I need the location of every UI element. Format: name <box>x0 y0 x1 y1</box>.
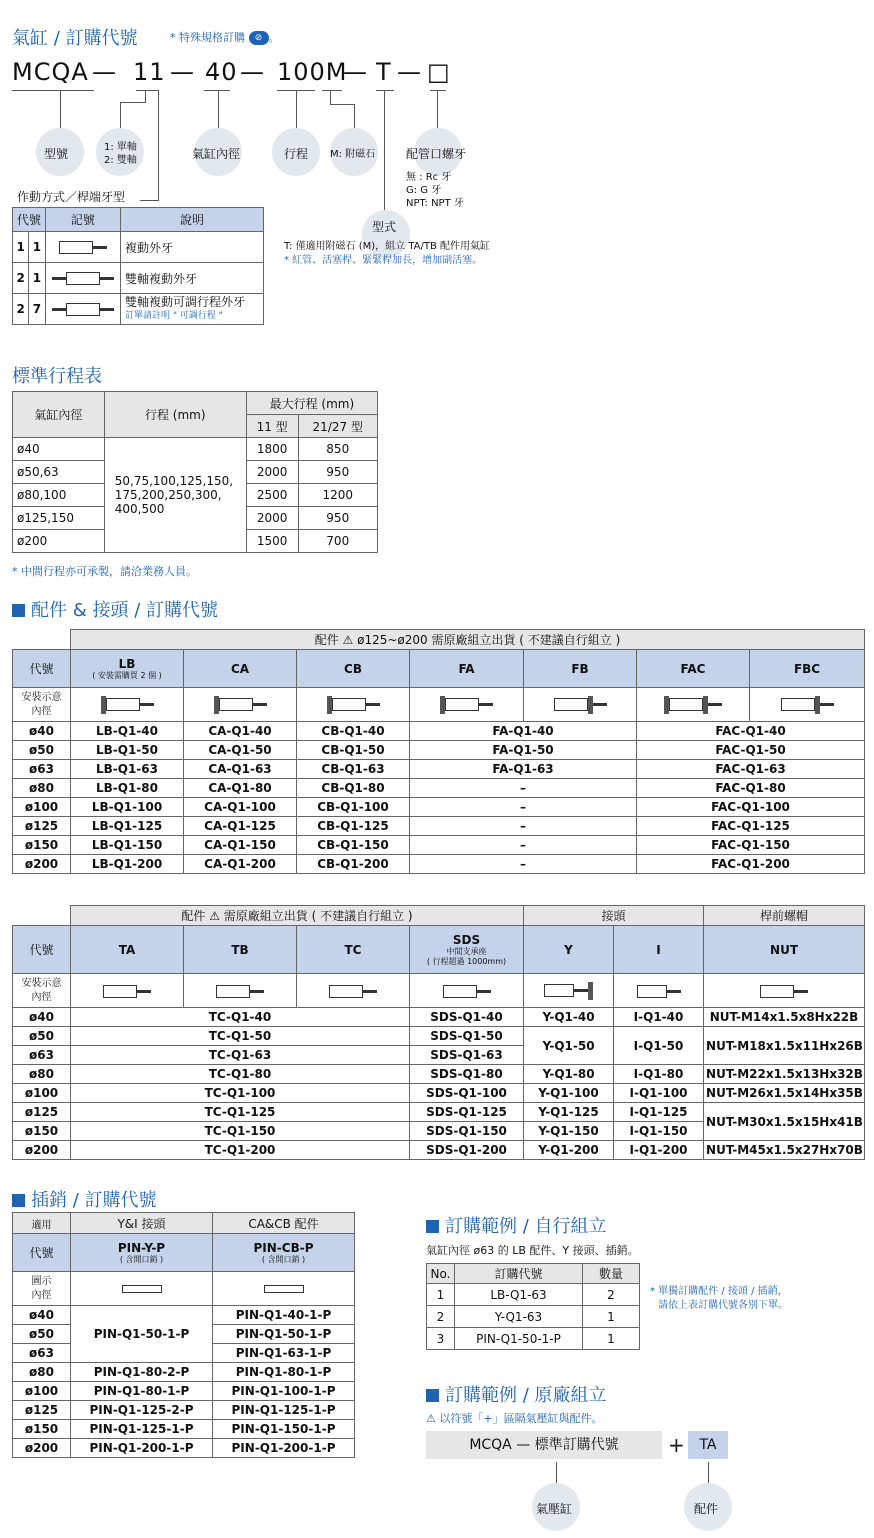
label-model: 型號 <box>44 147 69 161</box>
label-type-t: T: 僅適用附磁石 (M)，組立 TA/TB 配件用氣缸 <box>284 241 491 252</box>
label-axis1: 1: 單軸 <box>104 142 137 153</box>
code-port: □ <box>427 58 451 86</box>
label-cylinder: 氣壓缸 <box>536 1502 573 1516</box>
example1-table: No. 訂購代號 數量 1 LB-Q1-63 2 2 Y-Q1-63 1 3 PIN-Q1-50-1-P 1 <box>426 1263 640 1350</box>
label-port-g: G: G 牙 <box>406 185 442 196</box>
pin-table: 適用 Y&I 接頭 CA&CB 配件 代號 PIN-Y-P ( 含開口銷 ) PIN-CB-P ( 含開口銷 ) 圖示 內徑 ø40 PIN-Q1-50-1-P PIN-Q1-40-1-P ø50 PIN-Q1-50-1-P ø63 PIN-Q1-63-1-P ø80 PIN-Q1-80-2-P PIN-Q1-80-1-P ø100 PIN-Q1-80-1-P PIN-Q1-100-1-P ø125 PIN-Q1-125-2-P PIN-Q1-125-1-P ø150 PIN-Q1-125-1-P PIN-Q1-150-1-P ø200 PIN-Q1-200-1-P PIN-Q1-200-1-P <box>12 1212 355 1458</box>
code-stroke: 100M <box>277 58 348 86</box>
example1-desc: 氣缸內徑 ø63 的 LB 配件、Y 接頭、插銷。 <box>426 1244 639 1257</box>
example1-note1: * 單獨訂購配件 / 接頭 / 插銷， <box>650 1286 788 1297</box>
stroke-section-title: 標準行程表 <box>12 366 102 387</box>
example2-desc: ⚠ 以符號「+」區隔氣壓缸與配件。 <box>426 1412 603 1425</box>
label-type: 型式 <box>372 220 397 234</box>
cylinder-symbol <box>59 240 107 254</box>
label-axis2: 2: 雙軸 <box>104 155 137 166</box>
code-bore: 40 <box>205 58 238 86</box>
stroke-note: * 中間行程亦可承製，請洽業務人員。 <box>12 565 197 578</box>
label-action: 作動方式／桿端牙型 <box>17 190 126 204</box>
label-port-npt: NPT: NPT 牙 <box>406 198 464 209</box>
code-action: 11 <box>133 58 166 86</box>
example2-ta: TA <box>688 1431 728 1459</box>
code-model: MCQA <box>12 58 89 86</box>
stroke-table: 氣缸內徑 行程 (mm) 最大行程 (mm) 11 型 21/27 型 ø40 50,75,100,125,150, 175,200,250,300, 400,500 1800 850 ø50,63 2000 950 ø80,100 2500 1200 ø125,150 2000 950 ø200 1500 700 <box>12 391 378 553</box>
label-stroke: 行程 <box>284 147 309 161</box>
acc-section-title: 配件 & 接頭 / 訂購代號 <box>12 596 218 622</box>
label-port-none: 無 : Rc 牙 <box>406 172 452 183</box>
link-icon[interactable]: ⊘ <box>249 31 269 45</box>
example2-code: MCQA — 標準訂購代號 <box>426 1431 662 1459</box>
acc-table-1: 配件 ⚠ ø125~ø200 需原廠組立出貨 ( 不建議自行組立 ) 代號 LB ( 安裝需購買 2 個 ) CA CB FA FB FAC FBC 安裝示意 內徑 ø40 LB-Q1-40 CA-Q1-40 CB-Q1-40 FA-Q1-40 FAC-Q1-40 ø50 LB-Q1-50 CA-Q1-50 CB-Q1-50 FA-Q1-50 FAC-Q1-50 ø63 LB-Q1-63 CA-Q1-63 CB-Q1-63 FA-Q1-63 FAC-Q1-63 ø80 LB-Q1-80 CA-Q1-80 CB-Q1-80 – FAC-Q1-80 ø100 LB-Q1-100 CA-Q1-100 CB-Q1-100 – FAC-Q1-100 ø125 LB-Q1-125 CA-Q1-125 CB-Q1-125 – FAC-Q1-125 ø150 LB-Q1-150 CA-Q1-150 CB-Q1-150 – FAC-Q1-150 ø200 LB-Q1-200 CA-Q1-200 CB-Q1-200 – FAC-Q1-200 <box>12 629 865 874</box>
page-title: 氣缸 / 訂購代號 <box>12 28 138 49</box>
cylinder-symbol <box>52 271 114 285</box>
label-bore: 氣缸內徑 <box>192 147 241 161</box>
label-port: 配管口螺牙 <box>406 147 467 161</box>
action-table: 代號 記號 說明 1 1 複動外牙 2 1 雙軸複動外牙 2 7 雙軸複動可調行程外牙 訂單請註明 " 可調行程 " <box>12 207 264 325</box>
plus-sign: + <box>668 1433 685 1457</box>
example1-note2: 請依上表訂購代號各別下單。 <box>658 1300 788 1311</box>
label-type-note: * 紅管、活塞桿、緊緊桿加長，增加副活塞。 <box>284 255 483 266</box>
special-order-note: * 特殊規格訂購 ⊘ 。 <box>170 31 280 44</box>
pin-section-title: 插銷 / 訂購代號 <box>12 1186 157 1212</box>
label-accessory: 配件 <box>694 1502 719 1516</box>
code-type: T <box>376 58 392 86</box>
acc-table-2: 配件 ⚠ 需原廠組立出貨 ( 不建議自行組立 ) 接頭 桿前螺帽 代號 TA TB TC SDS 中間支承座 ( 行程超過 1000mm) Y I NUT 安裝示意 內徑 ø40 TC-Q1-40 SDS-Q1-40 Y-Q1-40 I-Q1-40 NUT-M14x1.5x8Hx22B ø50 TC-Q1-50 SDS-Q1-50 Y-Q1-50 I-Q1-50 NUT-M18x1.5x11Hx26B ø63 TC-Q1-63 SDS-Q1-63 ø80 TC-Q1-80 SDS-Q1-80 Y-Q1-80 I-Q1-80 NUT-M22x1.5x13Hx32B ø100 TC-Q1-100 SDS-Q1-100 Y-Q1-100 I-Q1-100 NUT-M26x1.5x14Hx35B ø125 TC-Q1-125 SDS-Q1-125 Y-Q1-125 I-Q1-125 NUT-M30x1.5x15Hx41B ø150 TC-Q1-150 SDS-Q1-150 Y-Q1-150 I-Q1-150 ø200 TC-Q1-200 SDS-Q1-200 Y-Q1-200 I-Q1-200 NUT-M45x1.5x27Hx70B <box>12 905 865 1160</box>
example2-title: 訂購範例 / 原廠組立 <box>426 1381 607 1407</box>
example1-title: 訂購範例 / 自行組立 <box>426 1212 607 1238</box>
label-magnet: M: 附磁石 <box>330 149 376 160</box>
cylinder-symbol <box>52 302 114 316</box>
